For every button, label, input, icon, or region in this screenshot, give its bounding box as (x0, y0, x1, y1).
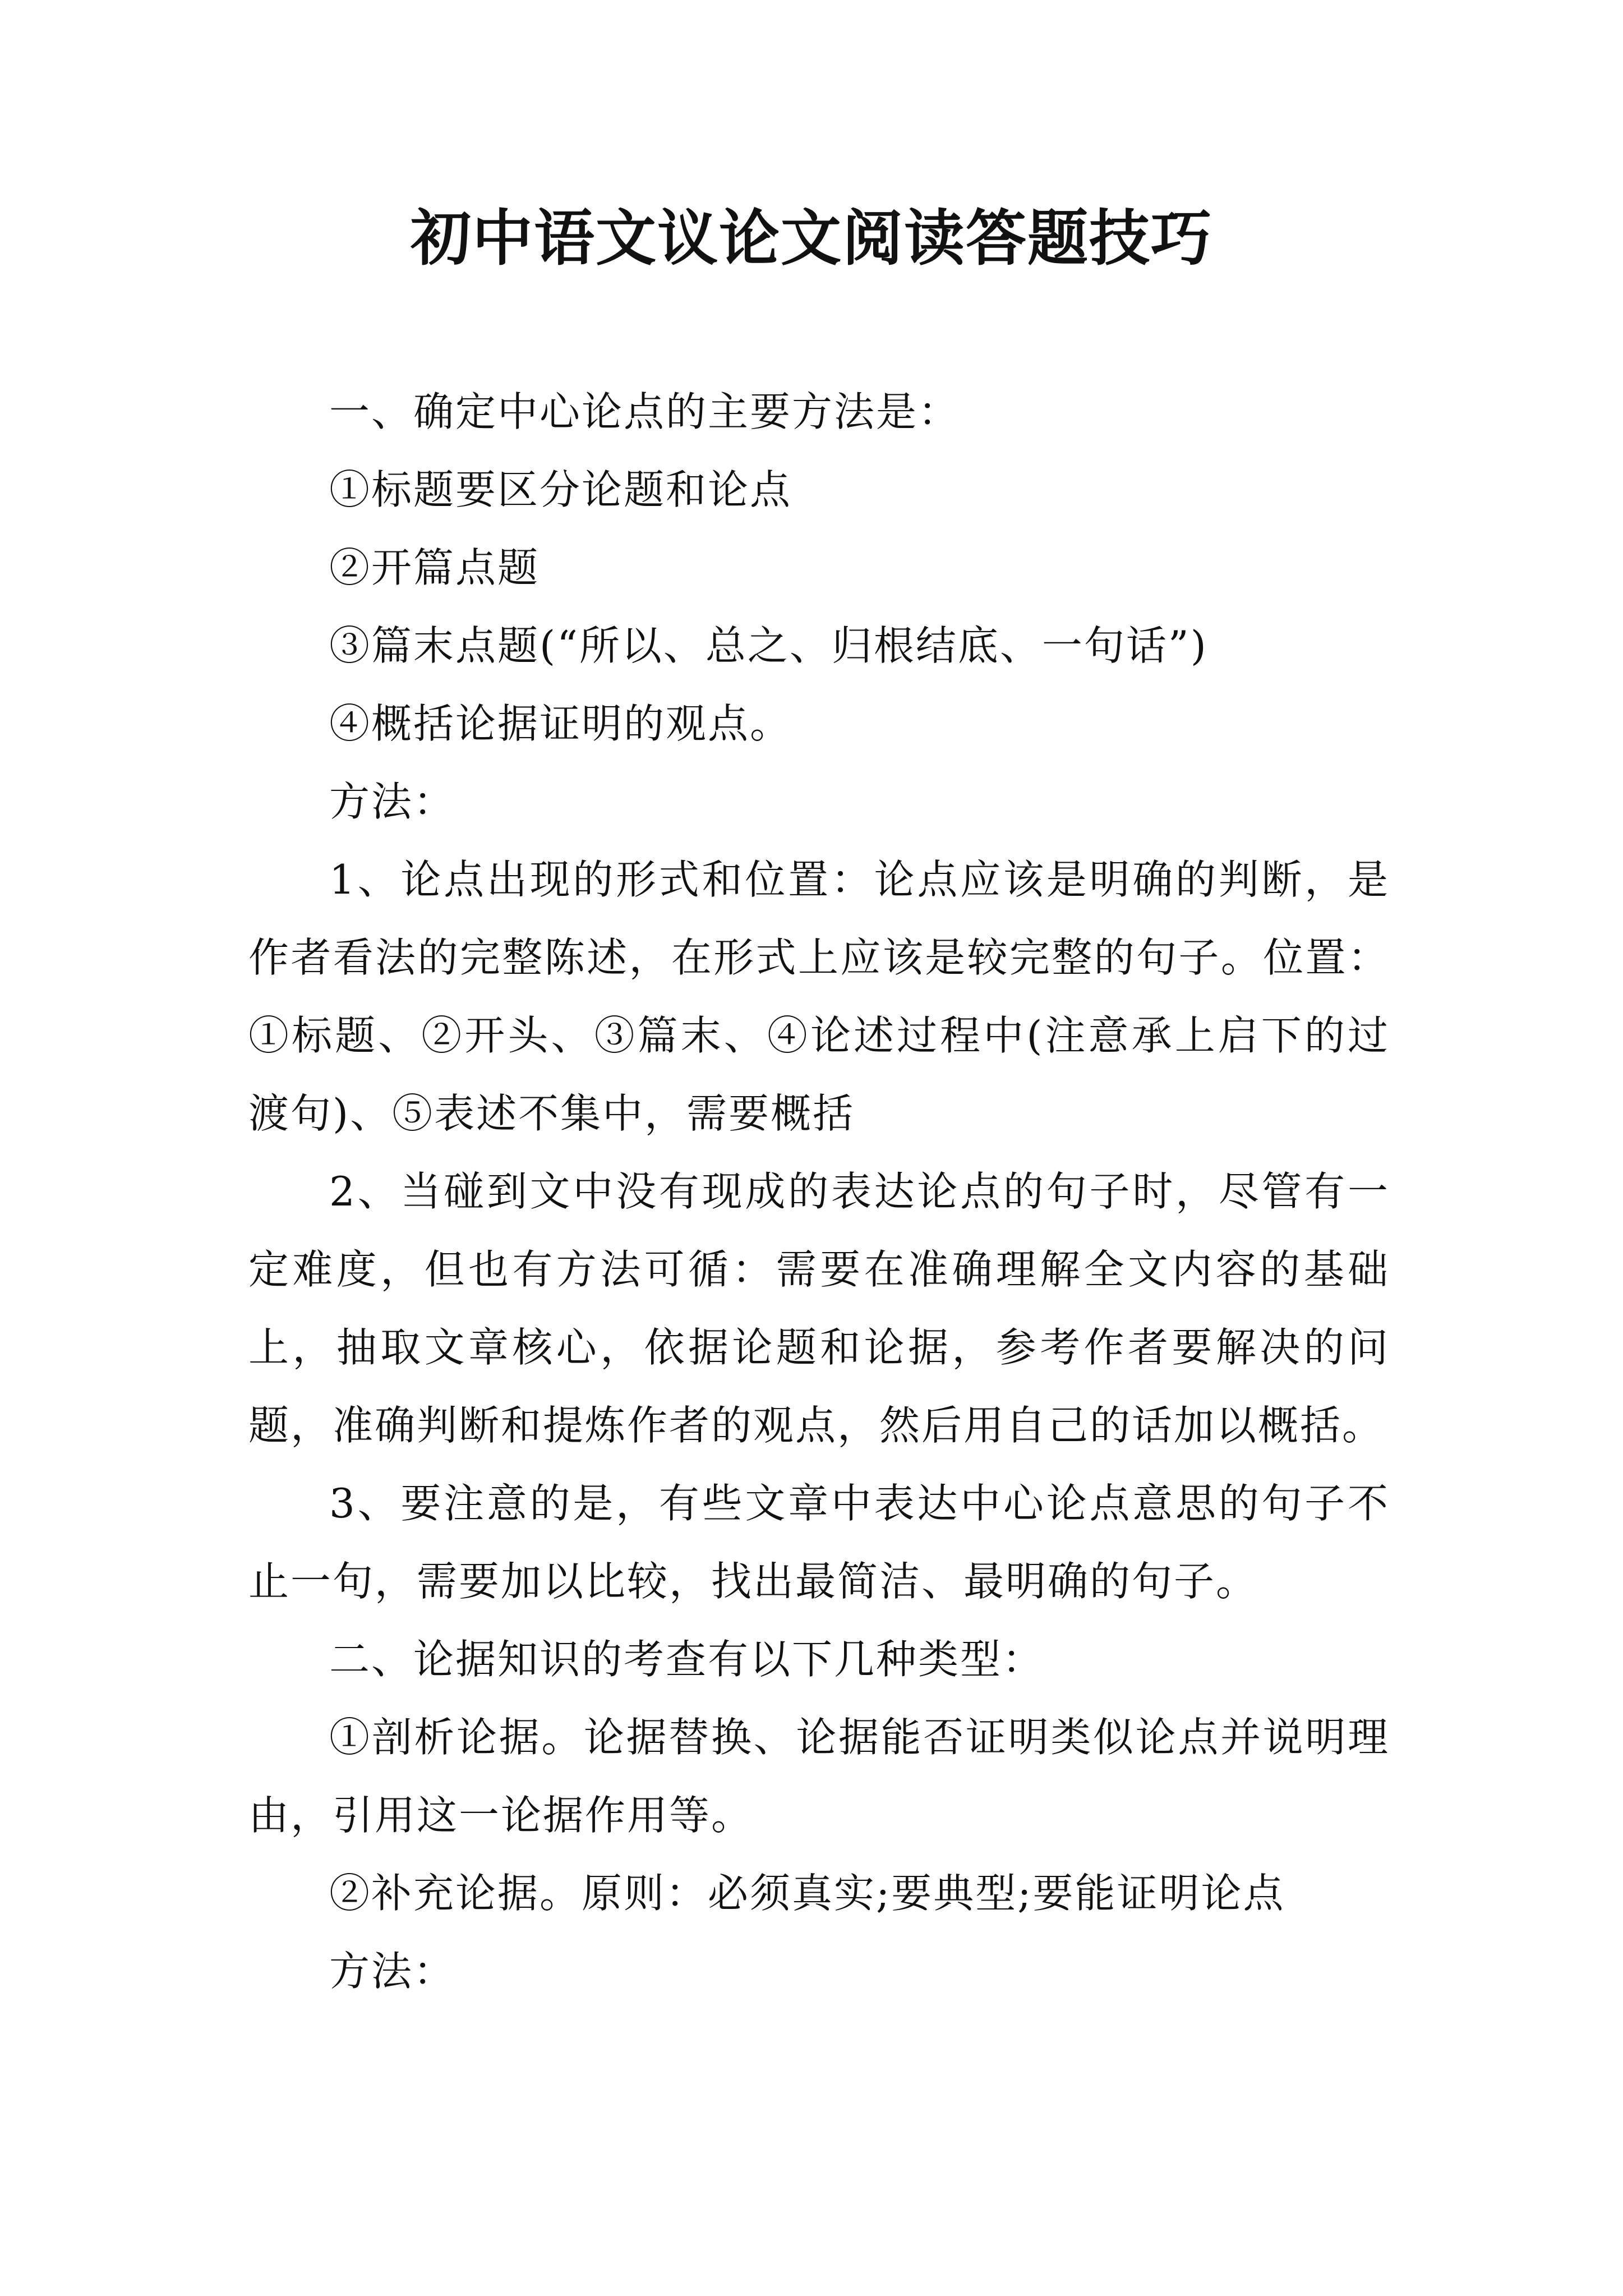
paragraph-item-3: ③篇末点题(“所以、总之、归根结底、一句话”) (329, 622, 1208, 669)
paragraph-method-heading-2: 方法： (329, 1948, 456, 1995)
paragraph-section-two-heading: 二、论据知识的考查有以下几种类型： (329, 1636, 1045, 1683)
paragraph-evidence-2: ②补充论据。原则：必须真实;要典型;要能证明论点 (329, 1870, 1285, 1917)
paragraph-item-2: ②开篇点题 (329, 544, 540, 591)
paragraph-section-one-heading: 一、确定中心论点的主要方法是： (329, 388, 961, 435)
document-body (248, 373, 1390, 2010)
paragraph-method-1: 1、论点出现的形式和位置：论点应该是明确的判断，是作者看法的完整陈述，在形式上应该是较完整的句子。位置：①标题、②开头、③篇末、④论述过程中(注意承上启下的过渡句)、⑤表述不集中，需要概括 (248, 856, 1390, 1137)
paragraph-evidence-1: ①剖析论据。论据替换、论据能否证明类似论点并说明理由，引用这一论据作用等。 (248, 1714, 1390, 1839)
paragraph-item-4: ④概括论据证明的观点。 (329, 700, 792, 747)
paragraph-item-1: ①标题要区分论题和论点 (329, 466, 792, 513)
paragraph-method-3: 3、要注意的是，有些文章中表达中心论点意思的句子不止一句，需要加以比较，找出最简洁、最明确的句子。 (248, 1480, 1390, 1605)
paragraph-method-heading: 方法： (329, 778, 456, 825)
paragraph-method-2: 2、当碰到文中没有现成的表达论点的句子时，尽管有一定难度，但也有方法可循：需要在准确理解全文内容的基础上，抽取文章核心，依据论题和论据，参考作者要解决的问题，准确判断和提炼作者的观点，然后用自己的话加以概括。 (248, 1168, 1390, 1449)
document-title: 初中语文议论文阅读答题技巧 (410, 203, 1212, 274)
